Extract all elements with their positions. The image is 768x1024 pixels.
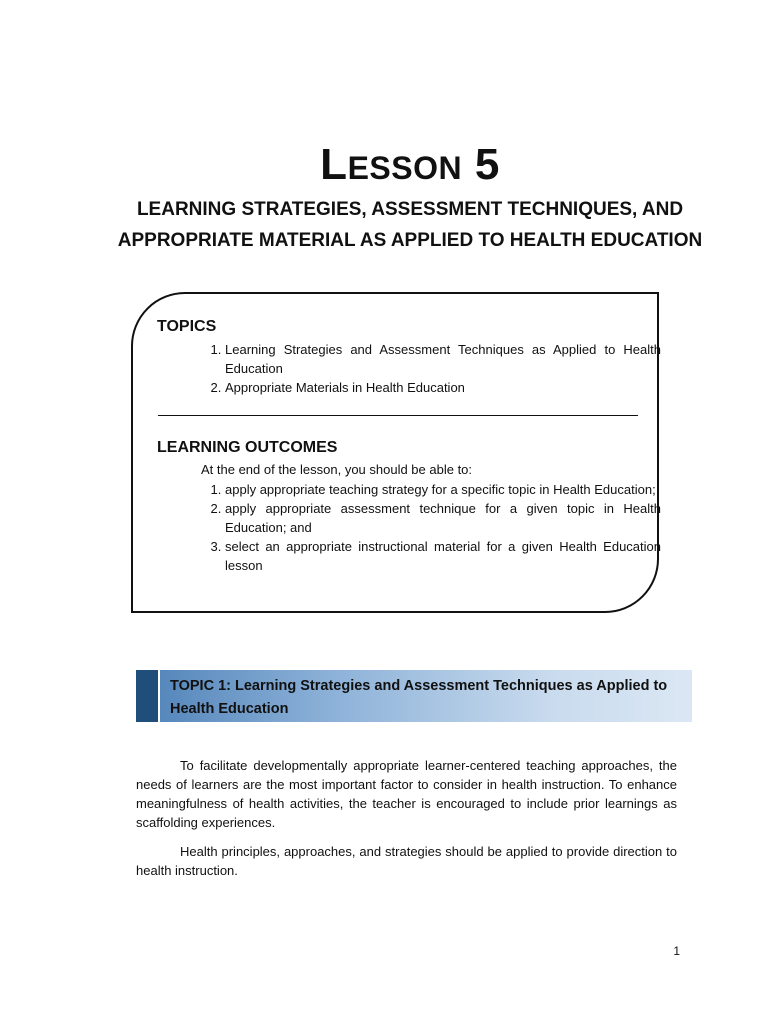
body-paragraph-2: Health principles, approaches, and strategies should be applied to provide direction to health instruction. — [136, 844, 677, 878]
page-number: 1 — [673, 944, 680, 958]
topic-1-banner — [136, 670, 692, 722]
topics-list — [201, 340, 661, 397]
outcome-item-3: 3. select an appropriate instructional material for a given Health Education lesson — [225, 537, 661, 575]
section-divider — [158, 415, 638, 416]
body-paragraph-1: To facilitate developmentally appropriate learner-centered teaching approaches, the needs of learners are the most important factor to consider in health instruction. To enhance meaningfulness of health activities, the teacher is encouraged to include prior learnings as scaffolding experiences. — [136, 758, 677, 830]
topic-1-title: TOPIC 1: Learning Strategies and Assessment Techniques as Applied to Health Education — [170, 678, 668, 717]
subtitle-line-1: LEARNING STRATEGIES, ASSESSMENT TECHNIQUES, AND — [136, 199, 684, 220]
topics-outcomes-box — [131, 292, 659, 613]
topic-item-2: 2. Appropriate Materials in Health Education — [225, 378, 661, 397]
topics-heading: TOPICS — [157, 318, 217, 335]
outcomes-lead: At the end of the lesson, you should be able to: — [201, 462, 473, 477]
outcome-item-2: 2. apply appropriate assessment technique for a given topic in Health Education; and — [225, 499, 661, 537]
outcome-item-1: 1. apply appropriate teaching strategy for a specific topic in Health Education; — [225, 480, 661, 499]
lesson-subtitle — [60, 194, 760, 256]
banner-accent-stripe — [136, 670, 160, 722]
lesson-title — [0, 140, 768, 190]
topic-item-1: 1. Learning Strategies and Assessment Techniques as Applied to Health Education — [225, 340, 661, 378]
lesson-title-rest: ESSON — [347, 150, 463, 186]
lesson-title-initial: L — [320, 140, 348, 189]
lesson-number: 5 — [474, 140, 500, 189]
subtitle-line-2: APPROPRIATE MATERIAL AS APPLIED TO HEALTH EDUCATION — [117, 230, 703, 251]
learning-outcomes-heading: LEARNING OUTCOMES — [157, 439, 338, 456]
outcomes-list — [201, 480, 661, 575]
